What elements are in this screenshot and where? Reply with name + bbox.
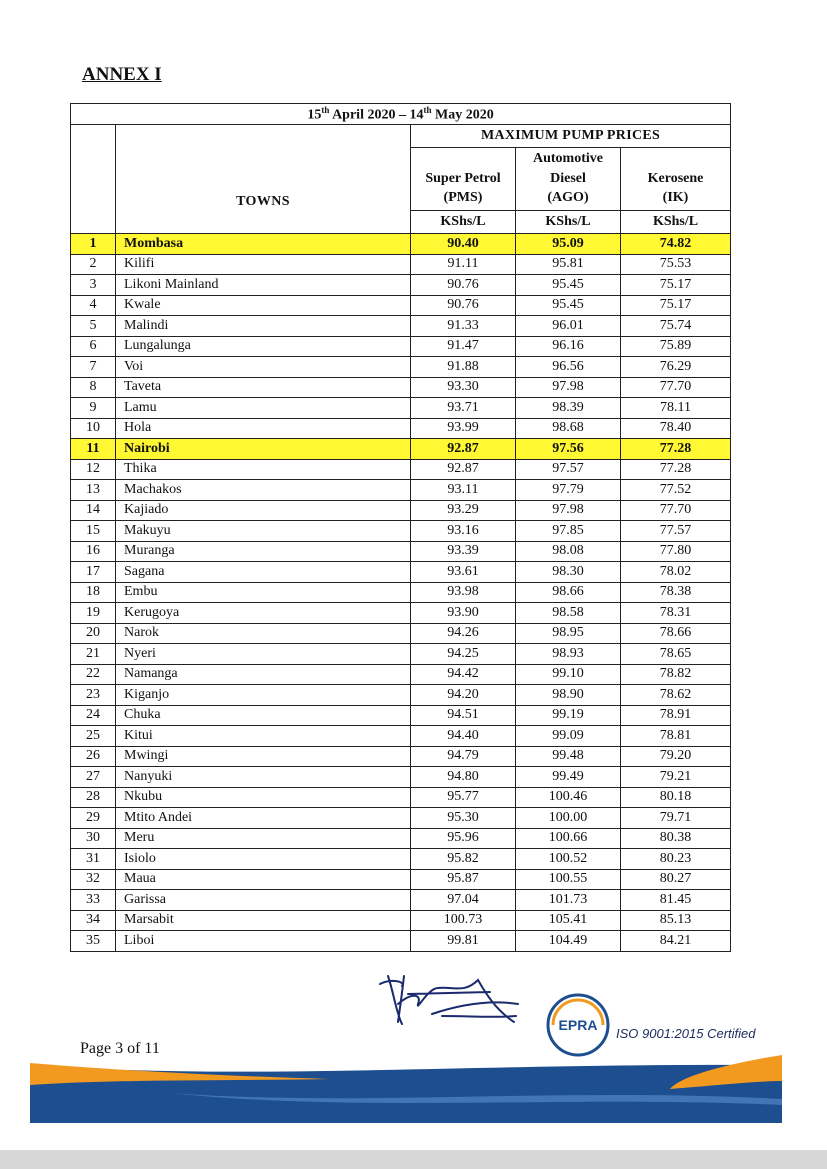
- pms-price: 91.33: [411, 316, 516, 337]
- ago-price: 95.09: [516, 234, 621, 255]
- ik-price: 78.81: [621, 726, 731, 747]
- pms-price: 94.20: [411, 685, 516, 706]
- table-row: [71, 295, 731, 316]
- ik-price: 78.31: [621, 603, 731, 624]
- town-name: Muranga: [116, 541, 411, 562]
- town-name: Mombasa: [116, 234, 411, 255]
- row-number: 10: [71, 418, 116, 439]
- town-name: Makuyu: [116, 521, 411, 542]
- row-number: 19: [71, 603, 116, 624]
- ik-price: 77.28: [621, 439, 731, 460]
- ik-price: 78.91: [621, 705, 731, 726]
- table-row: [71, 418, 731, 439]
- footer-wave-band: [30, 1055, 782, 1123]
- ik-price: 75.17: [621, 275, 731, 296]
- table-row: [71, 685, 731, 706]
- pms-price: 93.29: [411, 500, 516, 521]
- ago-price: 97.85: [516, 521, 621, 542]
- ik-price: 79.71: [621, 808, 731, 829]
- table-row: [71, 787, 731, 808]
- town-name: Kerugoya: [116, 603, 411, 624]
- pms-column-header: Super Petrol (PMS): [411, 148, 516, 211]
- row-number: 28: [71, 787, 116, 808]
- ago-price: 97.56: [516, 439, 621, 460]
- ago-price: 99.10: [516, 664, 621, 685]
- pump-prices-table: [70, 103, 731, 952]
- pms-price: 93.98: [411, 582, 516, 603]
- row-number: 30: [71, 828, 116, 849]
- ago-price: 98.39: [516, 398, 621, 419]
- ago-unit: KShs/L: [516, 211, 621, 234]
- ago-price: 97.98: [516, 377, 621, 398]
- pms-price: 93.11: [411, 480, 516, 501]
- ik-unit: KShs/L: [621, 211, 731, 234]
- row-number: 6: [71, 336, 116, 357]
- ik-column-header: Kerosene (IK): [621, 148, 731, 211]
- table-row: [71, 521, 731, 542]
- table-row: [71, 726, 731, 747]
- ago-price: 95.45: [516, 295, 621, 316]
- row-number: 34: [71, 910, 116, 931]
- row-number: 24: [71, 705, 116, 726]
- ago-price: 95.45: [516, 275, 621, 296]
- ago-price: 100.55: [516, 869, 621, 890]
- ago-price: 99.48: [516, 746, 621, 767]
- ago-price: 97.79: [516, 480, 621, 501]
- row-number: 26: [71, 746, 116, 767]
- ago-price: 98.68: [516, 418, 621, 439]
- ik-price: 74.82: [621, 234, 731, 255]
- ago-price: 100.46: [516, 787, 621, 808]
- row-number: 29: [71, 808, 116, 829]
- town-name: Nairobi: [116, 439, 411, 460]
- ago-price: 99.49: [516, 767, 621, 788]
- pms-price: 94.79: [411, 746, 516, 767]
- ik-price: 78.38: [621, 582, 731, 603]
- ago-price: 105.41: [516, 910, 621, 931]
- pms-price: 93.39: [411, 541, 516, 562]
- town-name: Nkubu: [116, 787, 411, 808]
- town-name: Chuka: [116, 705, 411, 726]
- row-number: 1: [71, 234, 116, 255]
- table-row: [71, 377, 731, 398]
- table-row: [71, 869, 731, 890]
- ik-price: 77.28: [621, 459, 731, 480]
- max-pump-prices-header: MAXIMUM PUMP PRICES: [411, 125, 731, 148]
- pms-price: 91.11: [411, 254, 516, 275]
- epra-logo: [545, 992, 611, 1063]
- town-name: Garissa: [116, 890, 411, 911]
- table-row: [71, 808, 731, 829]
- row-number: 20: [71, 623, 116, 644]
- pms-price: 95.87: [411, 869, 516, 890]
- town-name: Taveta: [116, 377, 411, 398]
- town-name: Kajiado: [116, 500, 411, 521]
- town-name: Thika: [116, 459, 411, 480]
- pms-price: 91.88: [411, 357, 516, 378]
- table-row: [71, 275, 731, 296]
- pms-price: 94.26: [411, 623, 516, 644]
- epra-logo-text: EPRA: [558, 1017, 598, 1033]
- table-row: [71, 603, 731, 624]
- iso-certification: ISO 9001:2015 Certified: [616, 1026, 756, 1041]
- ik-price: 80.38: [621, 828, 731, 849]
- ago-price: 98.95: [516, 623, 621, 644]
- town-name: Mtito Andei: [116, 808, 411, 829]
- table-row: [71, 582, 731, 603]
- row-number: 32: [71, 869, 116, 890]
- row-number: 35: [71, 931, 116, 952]
- ago-price: 97.98: [516, 500, 621, 521]
- table-row: [71, 767, 731, 788]
- pms-price: 95.30: [411, 808, 516, 829]
- town-name: Likoni Mainland: [116, 275, 411, 296]
- row-number: 14: [71, 500, 116, 521]
- ik-price: 79.20: [621, 746, 731, 767]
- row-number: 23: [71, 685, 116, 706]
- highlighted-table-row: [71, 234, 731, 255]
- pms-price: 93.71: [411, 398, 516, 419]
- ik-price: 84.21: [621, 931, 731, 952]
- ago-price: 104.49: [516, 931, 621, 952]
- pms-price: 95.82: [411, 849, 516, 870]
- pms-price: 90.76: [411, 275, 516, 296]
- ik-price: 78.40: [621, 418, 731, 439]
- pms-unit: KShs/L: [411, 211, 516, 234]
- ago-price: 99.09: [516, 726, 621, 747]
- pms-price: 100.73: [411, 910, 516, 931]
- town-name: Kitui: [116, 726, 411, 747]
- table-row: [71, 890, 731, 911]
- pms-price: 97.04: [411, 890, 516, 911]
- row-number: 5: [71, 316, 116, 337]
- row-number: 7: [71, 357, 116, 378]
- row-number: 31: [71, 849, 116, 870]
- ik-price: 77.70: [621, 377, 731, 398]
- ik-price: 80.18: [621, 787, 731, 808]
- row-number: 21: [71, 644, 116, 665]
- ago-price: 98.30: [516, 562, 621, 583]
- pms-price: 91.47: [411, 336, 516, 357]
- town-name: Kiganjo: [116, 685, 411, 706]
- ik-price: 78.62: [621, 685, 731, 706]
- ago-price: 97.57: [516, 459, 621, 480]
- pms-price: 94.51: [411, 705, 516, 726]
- number-header: [71, 125, 116, 234]
- ik-price: 85.13: [621, 910, 731, 931]
- row-number: 9: [71, 398, 116, 419]
- town-name: Nyeri: [116, 644, 411, 665]
- pms-price: 90.76: [411, 295, 516, 316]
- pms-price: 93.61: [411, 562, 516, 583]
- annex-title: ANNEX I: [82, 64, 162, 85]
- town-name: Maua: [116, 869, 411, 890]
- ago-price: 100.00: [516, 808, 621, 829]
- ik-price: 75.17: [621, 295, 731, 316]
- ago-price: 101.73: [516, 890, 621, 911]
- table-row: [71, 746, 731, 767]
- pms-price: 99.81: [411, 931, 516, 952]
- ago-price: 99.19: [516, 705, 621, 726]
- town-name: Marsabit: [116, 910, 411, 931]
- table-row: [71, 500, 731, 521]
- ago-price: 100.52: [516, 849, 621, 870]
- town-name: Meru: [116, 828, 411, 849]
- table-row: [71, 664, 731, 685]
- ago-column-header: Automotive Diesel (AGO): [516, 148, 621, 211]
- town-name: Namanga: [116, 664, 411, 685]
- ik-price: 79.21: [621, 767, 731, 788]
- town-name: Mwingi: [116, 746, 411, 767]
- town-name: Embu: [116, 582, 411, 603]
- row-number: 2: [71, 254, 116, 275]
- pms-price: 94.42: [411, 664, 516, 685]
- pms-price: 94.25: [411, 644, 516, 665]
- table-row: [71, 459, 731, 480]
- page-number: Page 3 of 11: [80, 1040, 160, 1057]
- row-number: 15: [71, 521, 116, 542]
- table-row: [71, 357, 731, 378]
- ago-price: 100.66: [516, 828, 621, 849]
- table-row: [71, 705, 731, 726]
- pms-price: 92.87: [411, 459, 516, 480]
- table-row: [71, 849, 731, 870]
- pms-price: 93.30: [411, 377, 516, 398]
- table-row: [71, 398, 731, 419]
- ago-price: 96.56: [516, 357, 621, 378]
- pms-price: 93.16: [411, 521, 516, 542]
- row-number: 33: [71, 890, 116, 911]
- scan-edge: [0, 1150, 827, 1169]
- town-name: Voi: [116, 357, 411, 378]
- row-number: 22: [71, 664, 116, 685]
- town-name: Liboi: [116, 931, 411, 952]
- pms-price: 93.99: [411, 418, 516, 439]
- ago-price: 98.08: [516, 541, 621, 562]
- ik-price: 80.27: [621, 869, 731, 890]
- town-name: Kwale: [116, 295, 411, 316]
- table-row: [71, 480, 731, 501]
- town-name: Kilifi: [116, 254, 411, 275]
- table-row: [71, 828, 731, 849]
- highlighted-table-row: [71, 439, 731, 460]
- town-name: Sagana: [116, 562, 411, 583]
- ik-price: 77.52: [621, 480, 731, 501]
- town-name: Lamu: [116, 398, 411, 419]
- table-row: [71, 562, 731, 583]
- table-row: [71, 931, 731, 952]
- ik-price: 77.57: [621, 521, 731, 542]
- ago-price: 98.93: [516, 644, 621, 665]
- ik-price: 78.65: [621, 644, 731, 665]
- town-name: Machakos: [116, 480, 411, 501]
- town-name: Lungalunga: [116, 336, 411, 357]
- pms-price: 94.80: [411, 767, 516, 788]
- town-name: Isiolo: [116, 849, 411, 870]
- ik-price: 77.80: [621, 541, 731, 562]
- row-number: 4: [71, 295, 116, 316]
- towns-header: TOWNS: [116, 125, 411, 234]
- pms-price: 95.77: [411, 787, 516, 808]
- table-row: [71, 254, 731, 275]
- ago-price: 95.81: [516, 254, 621, 275]
- ago-price: 98.58: [516, 603, 621, 624]
- row-number: 16: [71, 541, 116, 562]
- row-number: 13: [71, 480, 116, 501]
- town-name: Malindi: [116, 316, 411, 337]
- row-number: 18: [71, 582, 116, 603]
- table-row: [71, 623, 731, 644]
- price-period: 15th April 2020 – 14th May 2020: [71, 104, 731, 125]
- row-number: 8: [71, 377, 116, 398]
- pms-price: 95.96: [411, 828, 516, 849]
- row-number: 27: [71, 767, 116, 788]
- pms-price: 94.40: [411, 726, 516, 747]
- ago-price: 98.66: [516, 582, 621, 603]
- row-number: 25: [71, 726, 116, 747]
- ik-price: 78.82: [621, 664, 731, 685]
- table-row: [71, 336, 731, 357]
- pms-price: 92.87: [411, 439, 516, 460]
- ik-price: 78.02: [621, 562, 731, 583]
- table-row: [71, 644, 731, 665]
- ago-price: 98.90: [516, 685, 621, 706]
- row-number: 12: [71, 459, 116, 480]
- ik-price: 78.66: [621, 623, 731, 644]
- pms-price: 93.90: [411, 603, 516, 624]
- town-name: Nanyuki: [116, 767, 411, 788]
- pms-price: 90.40: [411, 234, 516, 255]
- signature: [372, 964, 522, 1039]
- ik-price: 75.74: [621, 316, 731, 337]
- table-row: [71, 541, 731, 562]
- ik-price: 75.53: [621, 254, 731, 275]
- row-number: 3: [71, 275, 116, 296]
- row-number: 11: [71, 439, 116, 460]
- ago-price: 96.01: [516, 316, 621, 337]
- ik-price: 75.89: [621, 336, 731, 357]
- ik-price: 80.23: [621, 849, 731, 870]
- ik-price: 76.29: [621, 357, 731, 378]
- table-row: [71, 316, 731, 337]
- table-row: [71, 910, 731, 931]
- ik-price: 77.70: [621, 500, 731, 521]
- town-name: Narok: [116, 623, 411, 644]
- town-name: Hola: [116, 418, 411, 439]
- row-number: 17: [71, 562, 116, 583]
- ago-price: 96.16: [516, 336, 621, 357]
- ik-price: 81.45: [621, 890, 731, 911]
- ik-price: 78.11: [621, 398, 731, 419]
